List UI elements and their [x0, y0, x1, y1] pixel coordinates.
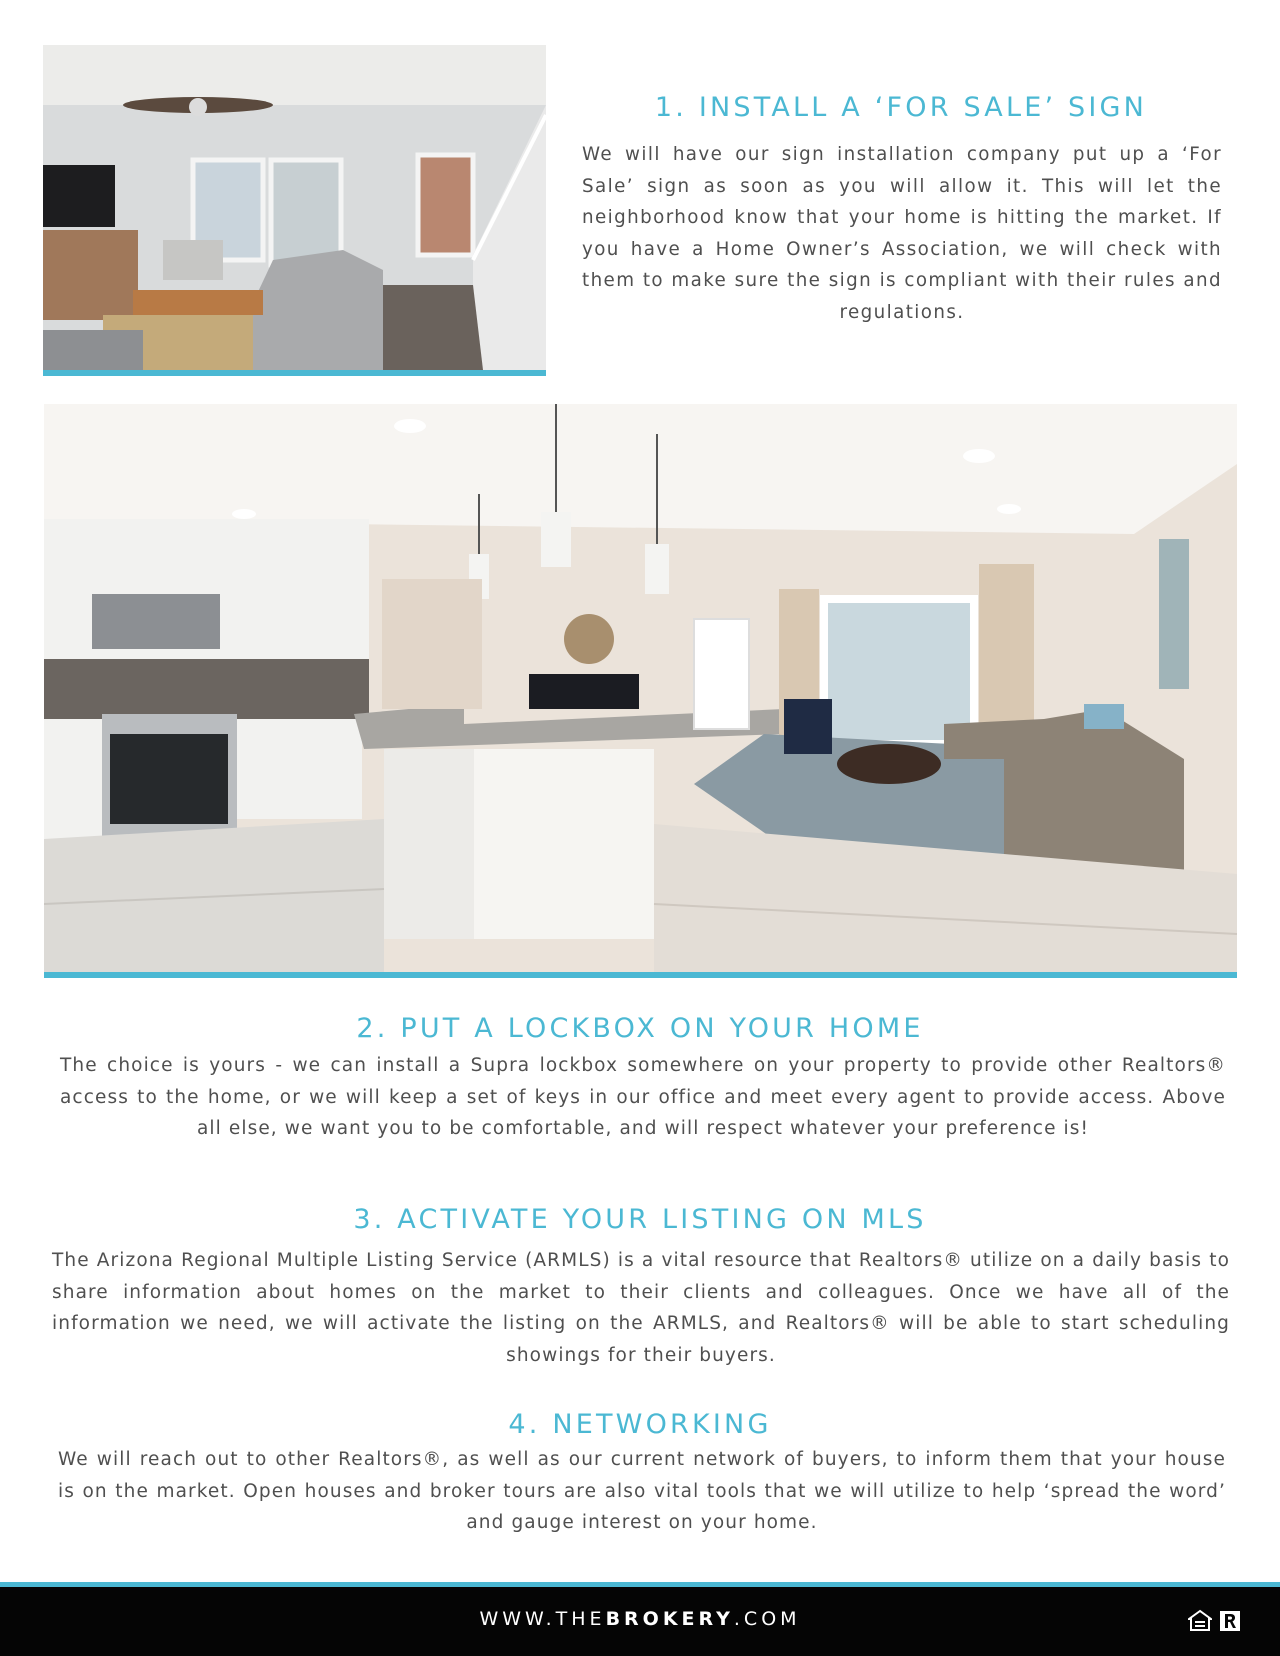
footer-icons [1188, 1609, 1242, 1633]
url-prefix: WWW.THE [479, 1608, 606, 1630]
section-3-title: 3. ACTIVATE YOUR LISTING ON MLS [353, 1204, 927, 1235]
section-2-title: 2. PUT A LOCKBOX ON YOUR HOME [356, 1013, 924, 1044]
section-3-body: The Arizona Regional Multiple Listing Service (ARMLS) is a vital resource that Realtors® utilize on a daily basis to share information about homes on the market to their clients and colleagues. Once we have all of the information we need, we will activate the listing on the ARMLS, and Realtors® will be able to start scheduling showings for their buyers. [52, 1250, 1230, 1366]
section-1-title: 1. INSTALL A ‘FOR SALE’ SIGN [654, 92, 1148, 123]
living-room-photo [43, 45, 546, 376]
kitchen-photo [44, 404, 1237, 978]
website-link[interactable] [0, 1608, 1280, 1630]
footer-bar [0, 1582, 1280, 1656]
equal-housing-icon [1188, 1609, 1212, 1633]
section-4-body: We will reach out to other Realtors®, as well as our current network of buyers, to inform them that your house is on the market. Open houses and broker tours are also vital tools that we will utilize to help ‘spread the word’ and gauge interest on your home. [58, 1449, 1226, 1533]
section-4-title: 4. NETWORKING [508, 1409, 772, 1440]
url-suffix: .COM [733, 1608, 801, 1630]
section-2-body: The choice is yours - we can install a Supra lockbox somewhere on your property to provide other Realtors® access to the home, or we will keep a set of keys in our office and meet every agent to provide access. Above all else, we want you to be comfortable, and will respect whatever your preference is! [60, 1055, 1226, 1139]
section-1-body: We will have our sign installation company put up a ‘For Sale’ sign as soon as you will allow it. This will let the neighborhood know that your home is hitting the market. If you have a Home Owner’s Association, we will check with them to make sure the sign is compliant with their rules and regulations. [582, 144, 1222, 323]
url-brand: BROKERY [605, 1608, 734, 1630]
realtor-icon [1218, 1609, 1242, 1633]
